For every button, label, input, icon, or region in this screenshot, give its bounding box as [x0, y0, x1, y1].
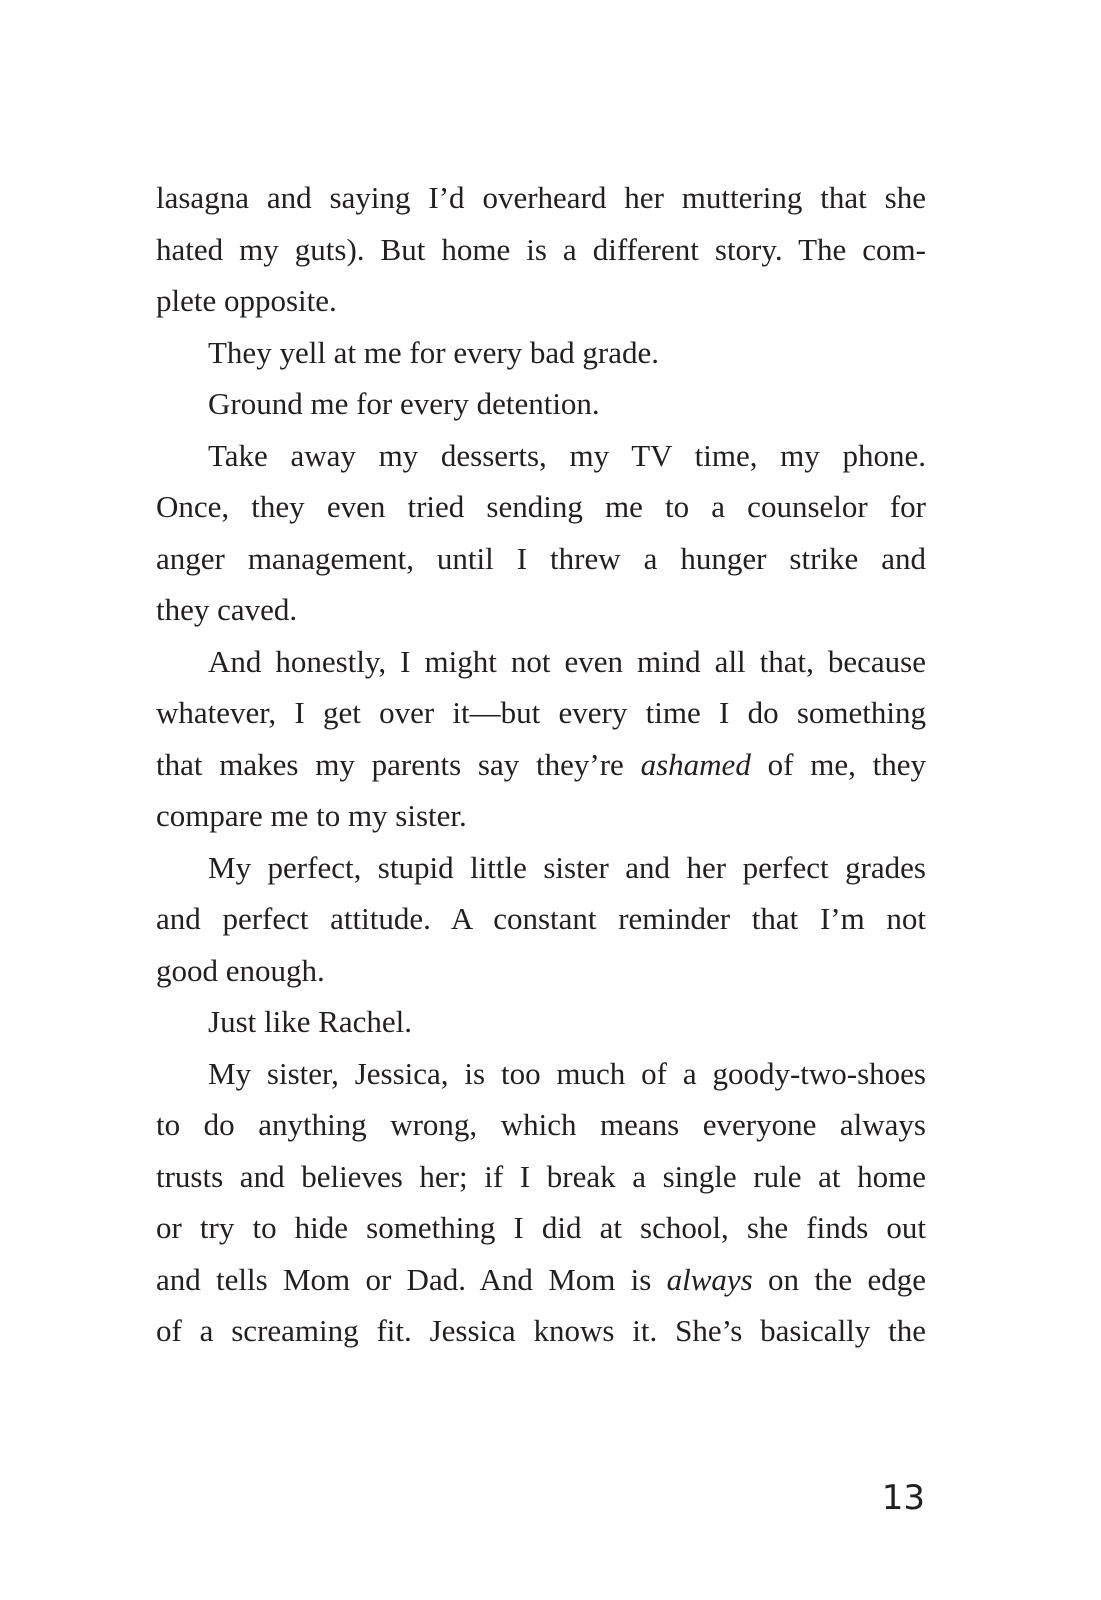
text-line: Take away my desserts, my TV time, my phone.: [208, 437, 926, 473]
text-line: or try to hide something I did at school, she finds out: [156, 1210, 926, 1245]
text-line: plete opposite.: [156, 283, 337, 318]
text-line: My perfect, stupid little sister and her perfect grades: [208, 849, 926, 885]
text-line: And honestly, I might not even mind all that, because: [208, 643, 926, 679]
text-line: Ground me for every detention.: [208, 386, 600, 421]
text-span: on the edge: [752, 1261, 926, 1297]
italic-text: ashamed: [640, 746, 751, 782]
text-line: of a screaming fit. Jessica knows it. She’s basically the: [156, 1313, 926, 1348]
text-line: compare me to my sister.: [156, 798, 467, 833]
text-line: Just like Rachel.: [208, 1004, 413, 1039]
text-span: that makes my parents say they’re: [156, 746, 641, 782]
text-span: of me, they: [750, 746, 926, 782]
body-text: [156, 172, 926, 1357]
text-line: hated my guts). But home is a different story. The com-: [156, 231, 926, 267]
text-line: good enough.: [156, 952, 325, 988]
text-span: and tells Mom or Dad. And Mom is: [156, 1261, 667, 1297]
text-line: whatever, I get over it—but every time I do something: [156, 695, 926, 730]
text-line: My sister, Jessica, is too much of a goody-two-shoes: [208, 1055, 926, 1091]
text-line: to do anything wrong, which means everyone always: [156, 1107, 926, 1142]
text-line: Once, they even tried sending me to a counselor for: [156, 489, 926, 524]
text-line: anger management, until I threw a hunger strike and: [156, 540, 926, 576]
text-line: [156, 1254, 926, 1306]
page-number: 13: [881, 1478, 925, 1518]
italic-text: always: [666, 1261, 753, 1297]
text-line: They yell at me for every bad grade.: [208, 334, 660, 370]
text-line: lasagna and saying I’d overheard her muttering that she: [156, 180, 926, 215]
text-line: trusts and believes her; if I break a single rule at home: [156, 1158, 926, 1194]
text-line: and perfect attitude. A constant reminder that I’m not: [156, 901, 926, 936]
text-line: they caved.: [156, 592, 298, 627]
text-line: [156, 739, 926, 791]
